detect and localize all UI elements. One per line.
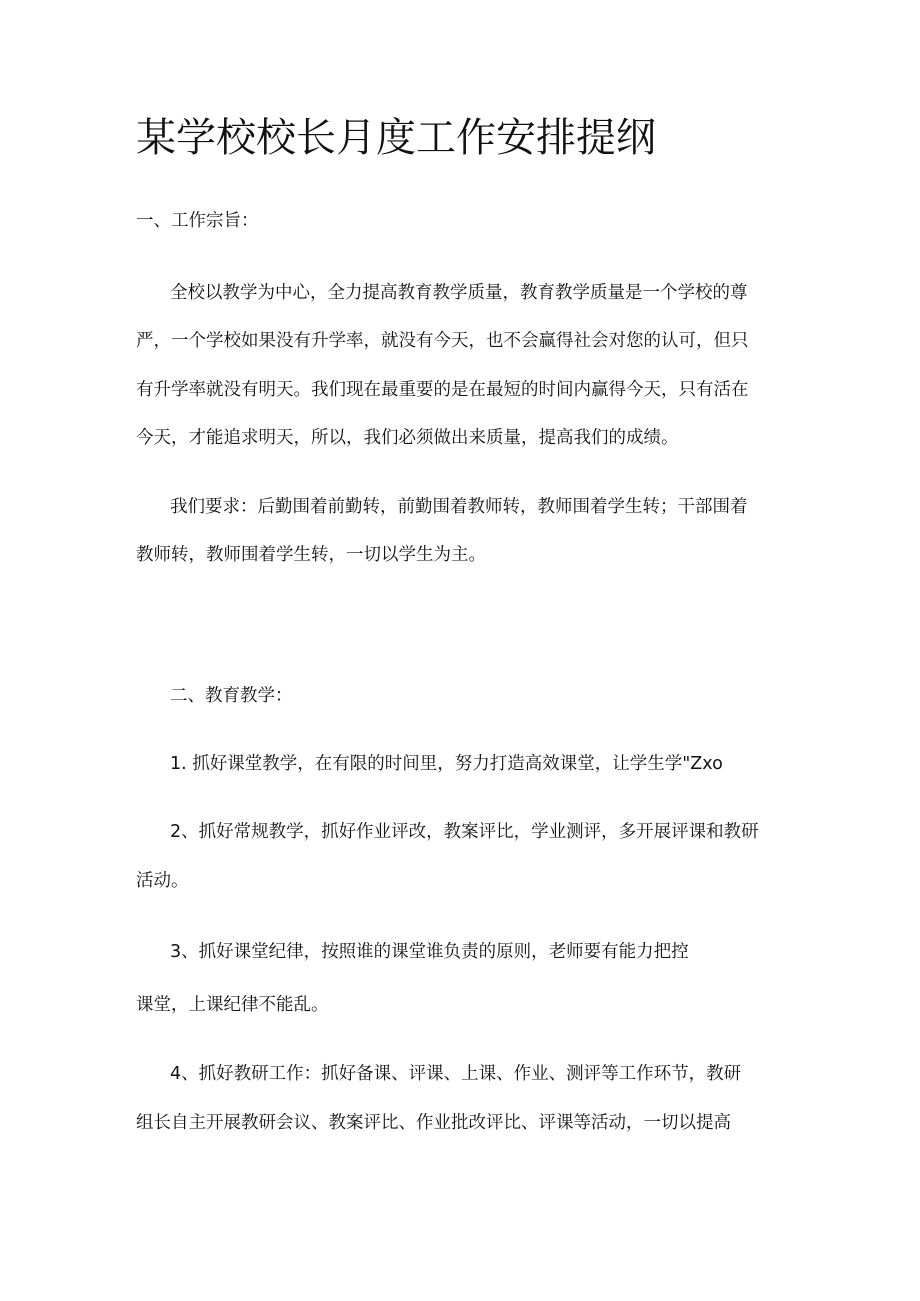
list-item-continuation: 组长自主开展教研会议、教案评比、作业批改评比、评课等活动，一切以提高 bbox=[136, 1113, 731, 1133]
paragraph-line: 教师转，教师围着学生转，一切以学生为主。 bbox=[136, 545, 486, 565]
paragraph-line: 严，一个学校如果没有升学率，就没有今天，也不会赢得社会对您的认可，但只 bbox=[136, 331, 749, 351]
list-item: 3、抓好课堂纪律，按照谁的课堂谁负责的原则，老师要有能力把控 bbox=[170, 942, 689, 962]
paragraph-line: 今天，才能追求明天，所以，我们必须做出来质量，提高我们的成绩。 bbox=[136, 428, 679, 448]
section-heading-purpose: 一、工作宗旨： bbox=[136, 211, 259, 231]
paragraph-line: 我们要求：后勤围着前勤转，前勤围着教师转，教师围着学生转；干部围着 bbox=[170, 497, 748, 517]
list-item: 1. 抓好课堂教学，在有限的时间里，努力打造高效课堂，让学生学"Zxo bbox=[170, 754, 723, 774]
paragraph-line: 全校以教学为中心，全力提高教育教学质量，教育教学质量是一个学校的尊 bbox=[170, 283, 748, 303]
section-heading-teaching: 二、教育教学： bbox=[170, 686, 293, 706]
page-title: 某学校校长月度工作安排提纲 bbox=[136, 115, 656, 161]
list-item: 2、抓好常规教学，抓好作业评改，教案评比，学业测评，多开展评课和教研 bbox=[170, 822, 759, 842]
list-item: 4、抓好教研工作：抓好备课、评课、上课、作业、测评等工作环节，教研 bbox=[170, 1064, 742, 1084]
list-item-continuation: 课堂，上课纪律不能乱。 bbox=[136, 995, 329, 1015]
paragraph-line: 有升学率就没有明天。我们现在最重要的是在最短的时间内赢得今天，只有活在 bbox=[136, 380, 749, 400]
list-item-continuation: 活动。 bbox=[136, 871, 189, 891]
